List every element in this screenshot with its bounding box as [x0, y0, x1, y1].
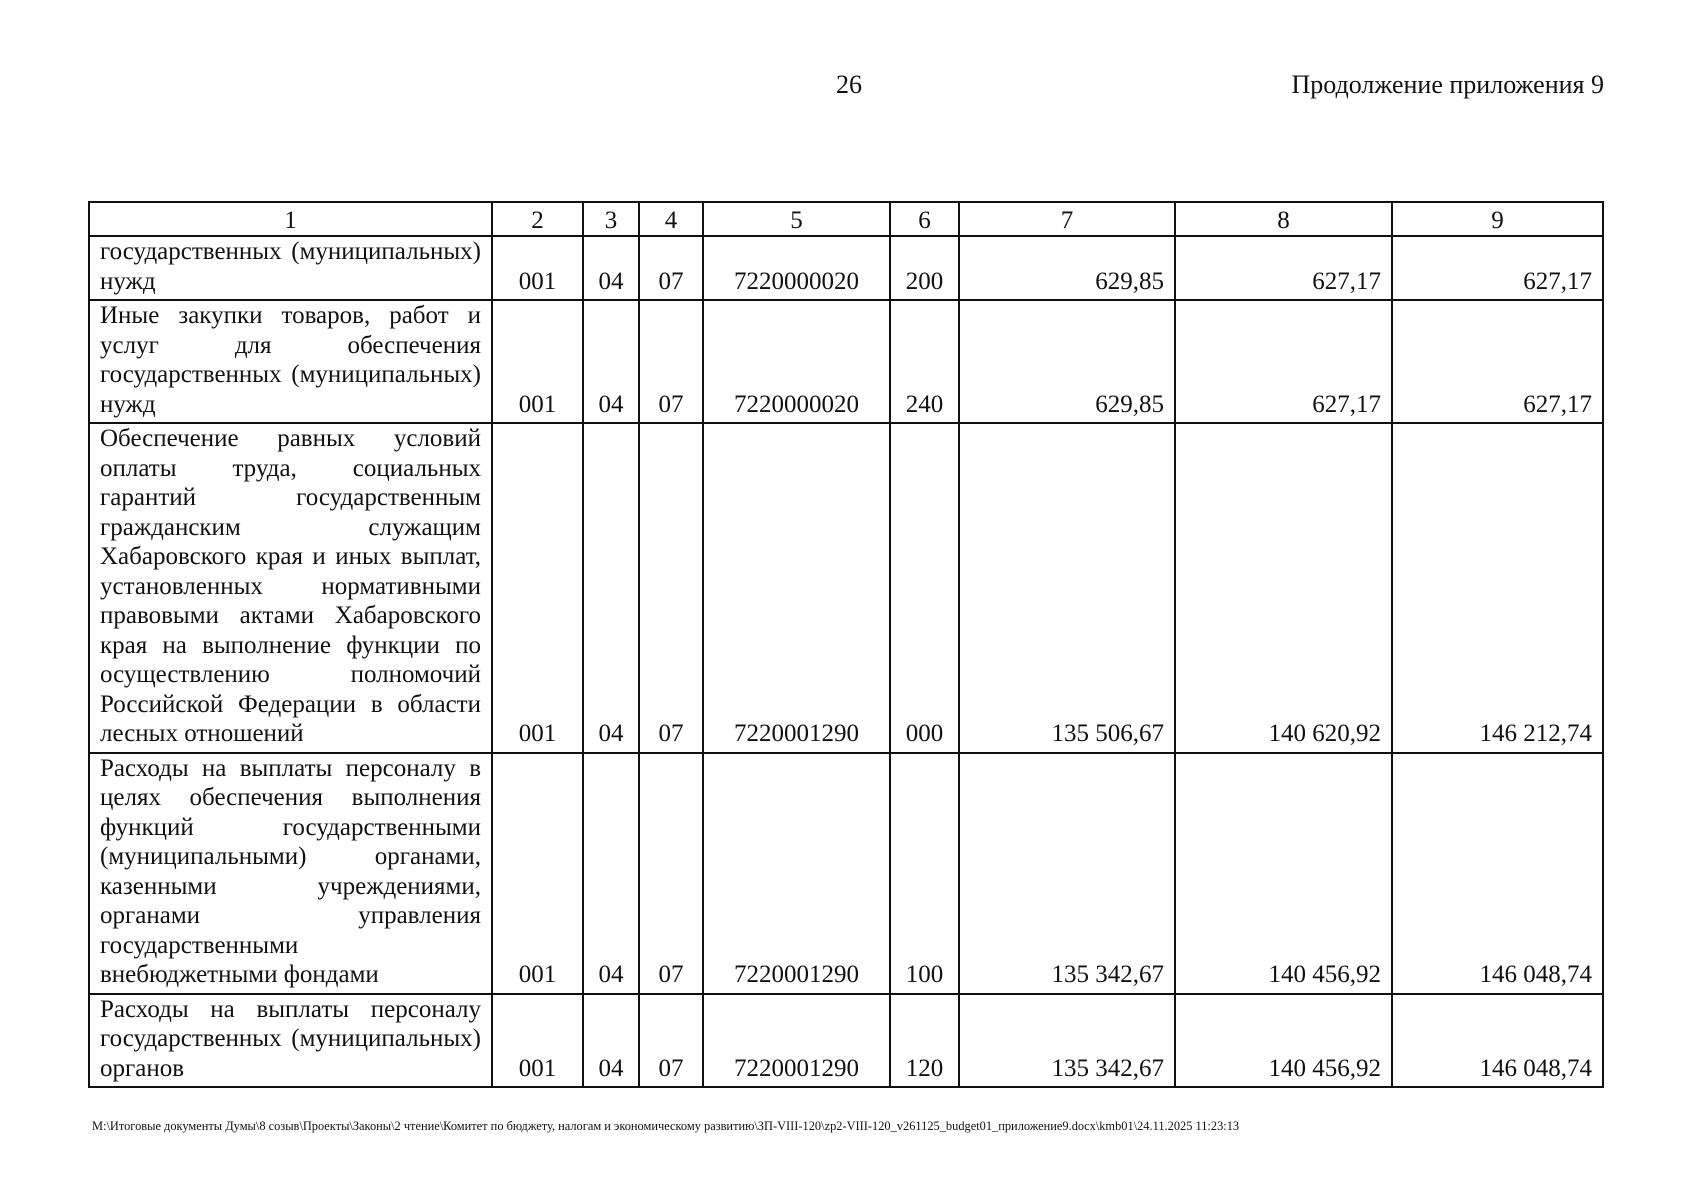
- column-header: 5: [703, 202, 890, 236]
- amount-col7: 135 342,67: [959, 753, 1175, 994]
- subsection-code: 07: [639, 753, 703, 994]
- table-row: [89, 753, 1603, 994]
- amount-col9: 146 048,74: [1392, 994, 1603, 1088]
- ministry-code: 001: [492, 300, 583, 423]
- ministry-code: 001: [492, 994, 583, 1088]
- subsection-code: 07: [639, 994, 703, 1088]
- amount-col7: 135 506,67: [959, 423, 1175, 753]
- expense-type-code: 000: [890, 423, 959, 753]
- column-header: 2: [492, 202, 583, 236]
- section-code: 04: [583, 423, 639, 753]
- subsection-code: 07: [639, 423, 703, 753]
- column-header: 9: [1392, 202, 1603, 236]
- target-article-code: 7220001290: [703, 423, 890, 753]
- column-header: 7: [959, 202, 1175, 236]
- expense-type-code: 240: [890, 300, 959, 423]
- section-code: 04: [583, 300, 639, 423]
- section-code: 04: [583, 994, 639, 1088]
- budget-table: [88, 201, 1604, 1088]
- amount-col7: 629,85: [959, 236, 1175, 300]
- header-row: [89, 202, 1603, 236]
- table-row: [89, 300, 1603, 423]
- row-description: Расходы на выплаты персоналу государственных (муниципальных) органов: [89, 994, 492, 1088]
- amount-col9: 627,17: [1392, 300, 1603, 423]
- table-row: [89, 423, 1603, 753]
- target-article-code: 7220000020: [703, 236, 890, 300]
- row-description: Иные закупки товаров, работ и услуг для обеспечения государственных (муниципальных) нужд: [89, 300, 492, 423]
- target-article-code: 7220001290: [703, 994, 890, 1088]
- amount-col9: 146 048,74: [1392, 753, 1603, 994]
- appendix-title: Продолжение приложения 9: [1291, 70, 1604, 99]
- table-row: [89, 236, 1603, 300]
- target-article-code: 7220001290: [703, 753, 890, 994]
- row-description: Расходы на выплаты персоналу в целях обеспечения выполнения функций государственными (муниципальными) органами, казенными учреждениями, органами управления государственными внебюджетными фондами: [89, 753, 492, 994]
- row-description: государственных (муниципальных) нужд: [89, 236, 492, 300]
- ministry-code: 001: [492, 423, 583, 753]
- amount-col7: 135 342,67: [959, 994, 1175, 1088]
- expense-type-code: 100: [890, 753, 959, 994]
- amount-col8: 627,17: [1175, 236, 1392, 300]
- amount-col9: 627,17: [1392, 236, 1603, 300]
- column-header: 3: [583, 202, 639, 236]
- column-header: 4: [639, 202, 703, 236]
- section-code: 04: [583, 753, 639, 994]
- column-header: 1: [89, 202, 492, 236]
- amount-col8: 140 456,92: [1175, 753, 1392, 994]
- column-header: 8: [1175, 202, 1392, 236]
- amount-col8: 140 620,92: [1175, 423, 1392, 753]
- file-path-footer: M:\Итоговые документы Думы\8 созыв\Проекты\Законы\2 чтение\Комитет по бюджету, налогам и экономическому развитию\ЗП-VIII-120\zp2-VIII-120_v261125_budget01_приложение9.docx\kmb01\24.11.2025 11:23:13: [92, 1119, 1240, 1133]
- amount-col8: 627,17: [1175, 300, 1392, 423]
- ministry-code: 001: [492, 236, 583, 300]
- expense-type-code: 200: [890, 236, 959, 300]
- subsection-code: 07: [639, 300, 703, 423]
- ministry-code: 001: [492, 753, 583, 994]
- target-article-code: 7220000020: [703, 300, 890, 423]
- section-code: 04: [583, 236, 639, 300]
- page-number: 26: [836, 70, 862, 99]
- subsection-code: 07: [639, 236, 703, 300]
- amount-col8: 140 456,92: [1175, 994, 1392, 1088]
- column-header: 6: [890, 202, 959, 236]
- row-description: Обеспечение равных условий оплаты труда, социальных гарантий государственным гражданским служащим Хабаровского края и иных выплат, установленных нормативными правовыми актами Хабаровского края на выполнение функции по осуществлению полномочий Российской Федерации в области лесных отношений: [89, 423, 492, 753]
- expense-type-code: 120: [890, 994, 959, 1088]
- amount-col9: 146 212,74: [1392, 423, 1603, 753]
- amount-col7: 629,85: [959, 300, 1175, 423]
- table-row: [89, 994, 1603, 1088]
